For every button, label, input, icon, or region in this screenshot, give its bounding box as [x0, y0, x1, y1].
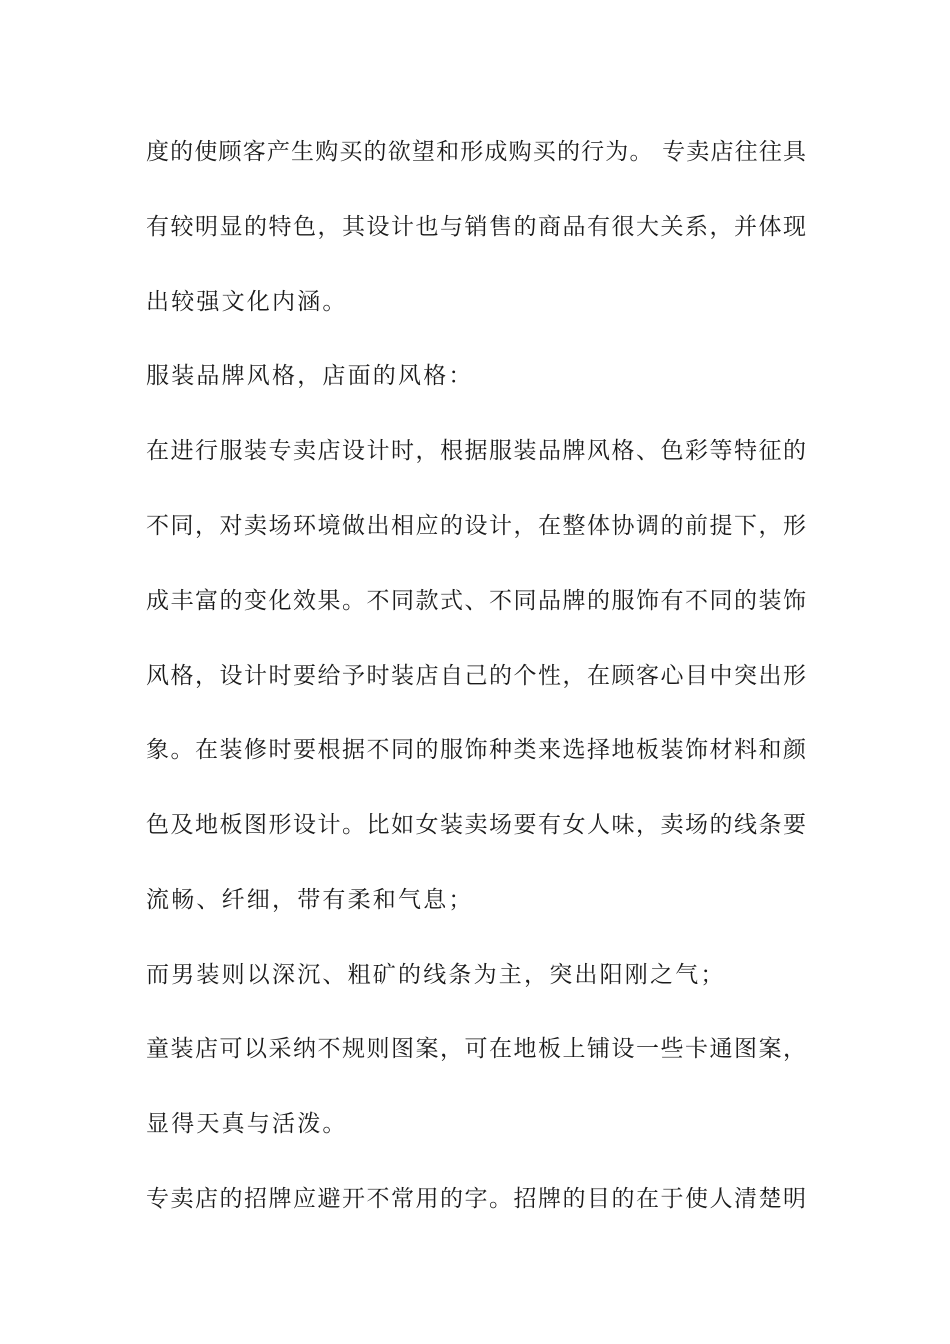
text-line: 显得天真与活泼。 — [146, 1111, 348, 1137]
text-line: 不同，对卖场环境做出相应的设计，在整体协调的前提下，形 — [146, 513, 806, 539]
text-line: 风格，设计时要给予时装店自己的个性，在顾客心目中突出形 — [146, 663, 806, 689]
text-line: 色及地板图形设计。比如女装卖场要有女人味，卖场的线条要 — [146, 812, 806, 838]
text-line: 度的使顾客产生购买的欲望和形成购买的行为。 专卖店往往具 — [146, 139, 806, 165]
text-line: 成丰富的变化效果。不同款式、不同品牌的服饰有不同的装饰 — [146, 588, 806, 614]
text-line: 童装店可以采纳不规则图案，可在地板上铺设一些卡通图案， — [146, 1036, 806, 1062]
text-line: 在进行服装专卖店设计时，根据服装品牌风格、色彩等特征的 — [146, 438, 806, 464]
text-line: 出较强文化内涵。 — [146, 289, 348, 315]
text-line: 而男装则以深沉、粗矿的线条为主，突出阳刚之气； — [146, 962, 726, 988]
section-heading: 服装品牌风格，店面的风格： — [146, 363, 474, 389]
text-line: 专卖店的招牌应避开不常用的字。招牌的目的在于使人清楚明 — [146, 1186, 806, 1212]
text-line: 流畅、纤细，带有柔和气息； — [146, 887, 474, 913]
text-line: 有较明显的特色，其设计也与销售的商品有很大关系，并体现 — [146, 214, 806, 240]
text-line: 象。在装修时要根据不同的服饰种类来选择地板装饰材料和颜 — [146, 737, 806, 763]
